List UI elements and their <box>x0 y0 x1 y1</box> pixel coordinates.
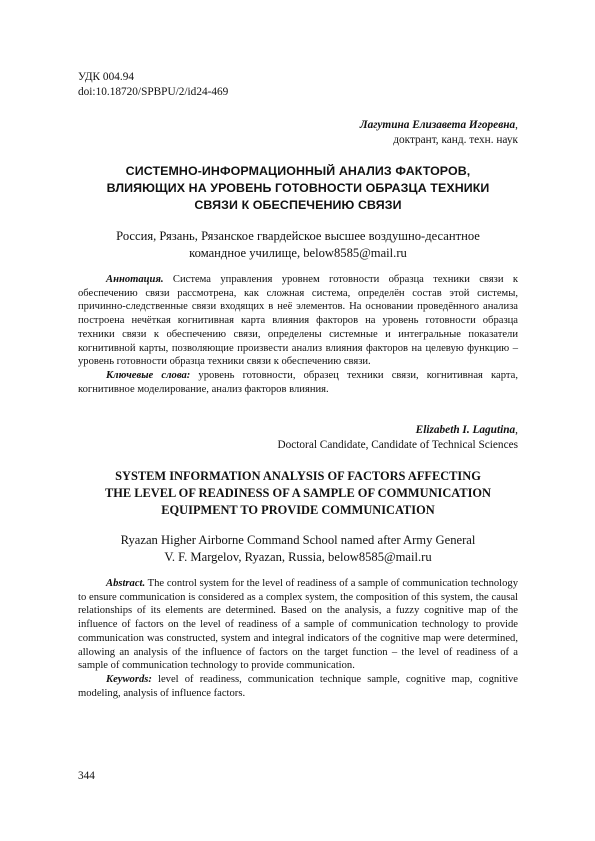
ru-abstract-paragraph <box>78 273 518 369</box>
ru-author-position: доктрант, канд. техн. наук <box>393 134 518 146</box>
ru-keywords-text: уровень готовности, образец техники связи, когнитивная карта, когнитивное моделирование, анализ факторов влияния. <box>78 369 518 395</box>
en-affiliation <box>78 532 518 566</box>
ru-title-line: СВЯЗИ К ОБЕСПЕЧЕНИЮ СВЯЗИ <box>194 198 402 212</box>
ru-affiliation-line: Россия, Рязань, Рязанское гвардейское высшее воздушно-десантное <box>116 229 480 243</box>
ru-affiliation-line: командное училище, below8585@mail.ru <box>189 246 407 260</box>
en-author-block <box>78 423 518 453</box>
ru-keywords-label: Ключевые слова: <box>106 369 191 381</box>
doi: doi:10.18720/SPBPU/2/id24-469 <box>78 86 229 98</box>
ru-title-line: ВЛИЯЮЩИХ НА УРОВЕНЬ ГОТОВНОСТИ ОБРАЗЦА ТЕХНИКИ <box>106 181 490 195</box>
en-author-position: Doctoral Candidate, Candidate of Technical Sciences <box>277 439 518 451</box>
en-title-line: THE LEVEL OF READINESS OF A SAMPLE OF COMMUNICATION <box>105 486 491 500</box>
ru-author-block <box>78 118 518 148</box>
ru-author-name: Лагутина Елизавета Игоревна <box>359 119 516 131</box>
en-author-line <box>78 423 518 438</box>
ru-abstract <box>78 273 518 396</box>
en-abstract-paragraph <box>78 577 518 673</box>
page-number: 344 <box>78 770 95 782</box>
en-affiliation-line: Ryazan Higher Airborne Command School named after Army General <box>120 533 476 547</box>
ru-abstract-text: Система управления уровнем готовности образца техники связи к обеспечению связи рассмотрена, как сложная система, определён состав этой системы, причинно-следственные связи входящих в неё элементов. На основании проведённого анализа построена нечёткая когнитивная карта влияния факторов на уровень готовности образца техники связи к обеспечению связи, определены системные и интегральные показатели когнитивной карты, позволяющие произвести анализ влияния факторов на целевую функцию – уровень готовности образца техники связи к обеспечению связи. <box>78 274 518 368</box>
en-title <box>78 468 518 519</box>
en-keywords-text: level of readiness, communication technique sample, cognitive map, cognitive modeling, analysis of influence factors. <box>78 673 518 699</box>
article-header <box>78 70 518 100</box>
en-author-suffix: , <box>515 424 518 436</box>
ru-title-line: СИСТЕМНО-ИНФОРМАЦИОННЫЙ АНАЛИЗ ФАКТОРОВ, <box>125 164 471 178</box>
ru-author-suffix: , <box>515 119 518 131</box>
en-title-line: SYSTEM INFORMATION ANALYSIS OF FACTORS AFFECTING <box>115 469 481 483</box>
en-keywords-label: Keywords: <box>106 673 152 685</box>
ru-keywords-paragraph <box>78 369 518 396</box>
en-abstract-label: Abstract. <box>106 578 146 589</box>
en-affiliation-line: V. F. Margelov, Ryazan, Russia, below8585@mail.ru <box>164 550 432 564</box>
ru-affiliation <box>78 228 518 262</box>
udk-code: УДК 004.94 <box>78 71 134 83</box>
en-title-line: EQUIPMENT TO PROVIDE COMMUNICATION <box>161 503 435 517</box>
en-keywords-paragraph <box>78 673 518 700</box>
ru-abstract-label: Аннотация. <box>106 274 164 285</box>
en-author-name: Elizabeth I. Lagutina <box>415 424 516 436</box>
en-abstract-text: The control system for the level of readiness of a sample of communication technology to ensure communication is considered as a complex system, the composition of this system, the causal relationships of its elements are determined. Based on the analysis, a fuzzy cognitive map of the influence of factors on the level of readiness of a sample of communication technology to provide communication was constructed, system and integral indicators of the cognitive map were determined, allowing an analysis of the influence of factors on the target function – the level of readiness of a sample of communication technology to provide communication. <box>78 578 518 672</box>
ru-author-line <box>78 118 518 133</box>
ru-title <box>78 163 518 214</box>
en-abstract <box>78 577 518 700</box>
